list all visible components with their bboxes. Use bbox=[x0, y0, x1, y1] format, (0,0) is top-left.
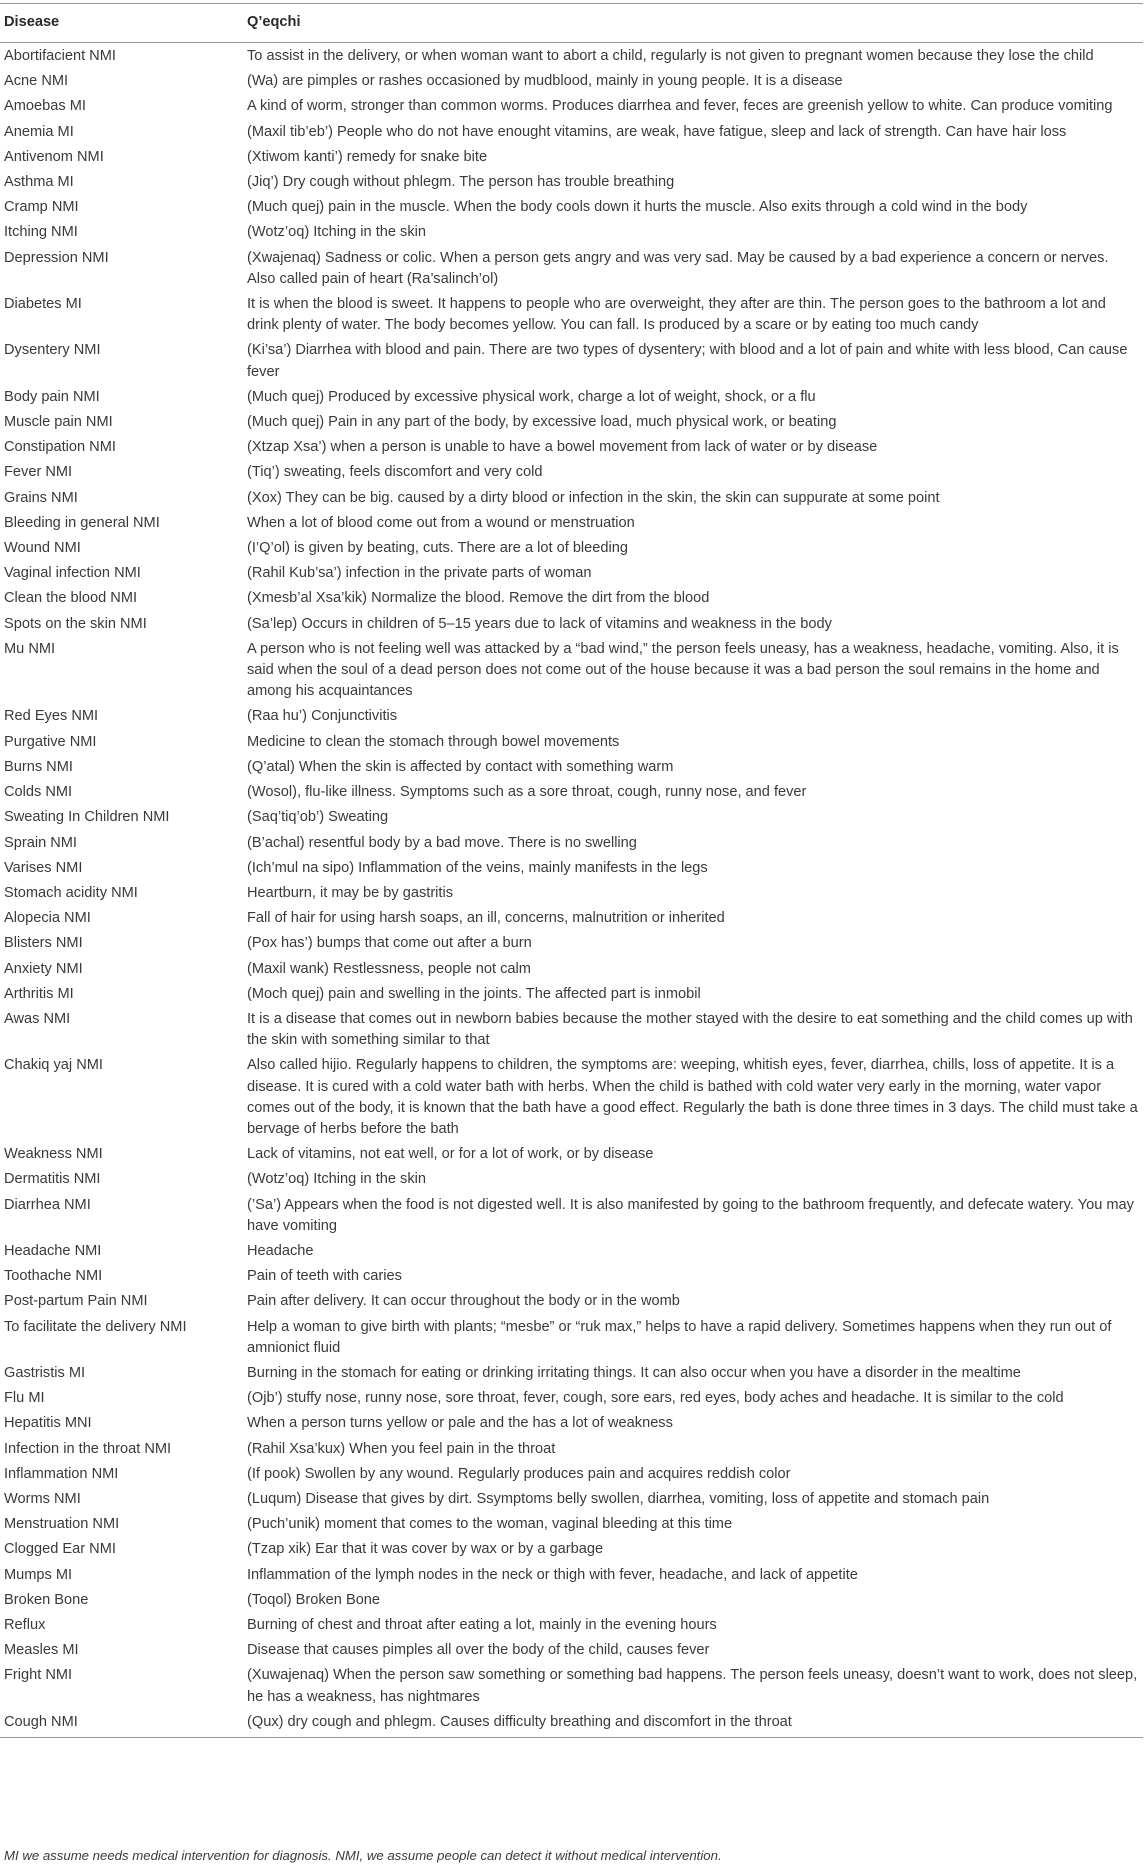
qeqchi-description-cell: (Xtzap Xsa’) when a person is unable to have a bowel movement from lack of water or by disease bbox=[247, 439, 878, 456]
table-row bbox=[0, 1238, 1143, 1263]
disease-cell: Body pain NMI bbox=[4, 388, 100, 405]
disease-cell: Mumps MI bbox=[4, 1566, 73, 1583]
table-row bbox=[0, 291, 1143, 337]
disease-cell: Varises NMI bbox=[4, 859, 83, 876]
disease-cell: Post-partum Pain NMI bbox=[4, 1293, 148, 1310]
disease-cell: Anemia MI bbox=[4, 123, 74, 140]
qeqchi-description-cell: (Sa’lep) Occurs in children of 5–15 years due to lack of vitamins and weakness in the body bbox=[247, 615, 832, 632]
disease-cell: Dermatitis NMI bbox=[4, 1171, 101, 1188]
qeqchi-description-cell: (Toqol) Broken Bone bbox=[247, 1591, 381, 1608]
qeqchi-description-cell: Disease that causes pimples all over the body of the child, causes fever bbox=[247, 1642, 710, 1659]
disease-cell: Abortifacient NMI bbox=[4, 48, 116, 64]
table-row bbox=[0, 1263, 1143, 1288]
qeqchi-description-cell: (Xmesb’al Xsa’kik) Normalize the blood. Remove the dirt from the blood bbox=[247, 590, 710, 607]
table-row bbox=[0, 703, 1143, 728]
qeqchi-description-cell: Pain of teeth with caries bbox=[247, 1268, 402, 1285]
table-row bbox=[0, 219, 1143, 244]
qeqchi-description-cell: (Raa hu’) Conjunctivitis bbox=[247, 708, 398, 725]
disease-cell: Toothache NMI bbox=[4, 1268, 103, 1285]
disease-cell: Acne NMI bbox=[4, 73, 69, 90]
table-row bbox=[0, 1461, 1143, 1486]
table-row bbox=[0, 779, 1143, 804]
qeqchi-description-cell: (Ich’mul na sipo) Inflammation of the veins, mainly manifests in the legs bbox=[247, 859, 708, 876]
disease-cell: Grains NMI bbox=[4, 489, 78, 506]
table-row bbox=[0, 485, 1143, 510]
disease-cell: Measles MI bbox=[4, 1642, 79, 1659]
qeqchi-description-cell: Headache bbox=[247, 1242, 314, 1259]
qeqchi-description-cell: (Ojb’) stuffy nose, runny nose, sore throat, fever, cough, sore ears, red eyes, body aches and headache. It is similar to the cold bbox=[247, 1390, 1064, 1407]
table-row bbox=[0, 1637, 1143, 1662]
qeqchi-description-cell: (Maxil wank) Restlessness, people not calm bbox=[247, 960, 531, 977]
table-row bbox=[0, 585, 1143, 610]
qeqchi-description-cell: It is a disease that comes out in newborn babies because the mother stayed with the desire to eat something and the child comes up with the skin with something similar to that bbox=[247, 1010, 1133, 1049]
disease-cell: Infection in the throat NMI bbox=[4, 1440, 172, 1457]
disease-cell: Headache NMI bbox=[4, 1242, 102, 1259]
disease-cell: Awas NMI bbox=[4, 1010, 71, 1027]
table-body bbox=[0, 43, 1143, 1738]
disease-cell: Reflux bbox=[4, 1617, 46, 1633]
disease-cell: Arthritis MI bbox=[4, 985, 74, 1002]
table-row bbox=[0, 459, 1143, 484]
disease-cell: Menstruation NMI bbox=[4, 1516, 120, 1533]
table-row bbox=[0, 880, 1143, 905]
qeqchi-description-cell: (Xox) They can be big. caused by a dirty blood or infection in the skin, the skin can suppurate at some point bbox=[247, 489, 940, 506]
qeqchi-description-cell: (Wotz’oq) Itching in the skin bbox=[247, 224, 426, 241]
qeqchi-description-cell: (Pox has’) bumps that come out after a burn bbox=[247, 935, 532, 952]
qeqchi-description-cell: (’Sa’) Appears when the food is not digested well. It is also manifested by going to the bathroom frequently, and defecate watery. You may have vomiting bbox=[247, 1196, 1134, 1234]
disease-cell: Burns NMI bbox=[4, 758, 73, 775]
qeqchi-description-cell: It is when the blood is sweet. It happens to people who are overweight, they after are thin. The person goes to the bathroom a lot and drink plenty of water. The body becomes yellow. You can fall. Is produced by a scare or by eating too much candy bbox=[247, 296, 1106, 334]
qeqchi-description-cell: (Tzap xik) Ear that it was cover by wax or by a garbage bbox=[247, 1541, 604, 1558]
disease-cell: Constipation NMI bbox=[4, 439, 116, 456]
table-row bbox=[0, 1486, 1143, 1511]
table-row bbox=[0, 1612, 1143, 1637]
qeqchi-description-cell: (Ki’sa’) Diarrhea with blood and pain. There are two types of dysentery; with blood and a lot of pain and white with less blood, Can cause fever bbox=[247, 342, 1128, 380]
table-row bbox=[0, 1709, 1143, 1738]
disease-cell: Diarrhea NMI bbox=[4, 1196, 91, 1213]
qeqchi-description-cell: (Tiq’) sweating, feels discomfort and very cold bbox=[247, 464, 543, 481]
qeqchi-description-cell: (If pook) Swollen by any wound. Regularly produces pain and acquires reddish color bbox=[247, 1465, 791, 1482]
qeqchi-description-cell: Fall of hair for using harsh soaps, an ill, concerns, malnutrition or inherited bbox=[247, 910, 725, 927]
qeqchi-description-cell: (Wa) are pimples or rashes occasioned by mudblood, mainly in young people. It is a disease bbox=[247, 73, 843, 90]
table-row bbox=[0, 1314, 1143, 1360]
disease-cell: Asthma MI bbox=[4, 174, 74, 191]
table-row bbox=[0, 337, 1143, 383]
table-row bbox=[0, 729, 1143, 754]
table-row bbox=[0, 1166, 1143, 1191]
table-row bbox=[0, 981, 1143, 1006]
table-row bbox=[0, 1385, 1143, 1410]
table-row bbox=[0, 384, 1143, 409]
table-row bbox=[0, 434, 1143, 459]
qeqchi-description-cell: (B’achal) resentful body by a bad move. There is no swelling bbox=[247, 834, 637, 851]
disease-cell: Wound NMI bbox=[4, 540, 81, 557]
qeqchi-description-cell: (Q’atal) When the skin is affected by contact with something warm bbox=[247, 758, 674, 775]
table-row bbox=[0, 636, 1143, 704]
table-row bbox=[0, 1360, 1143, 1385]
disease-cell: Weakness NMI bbox=[4, 1146, 103, 1163]
disease-cell: Bleeding in general NMI bbox=[4, 514, 160, 531]
disease-cell: Sprain NMI bbox=[4, 834, 77, 851]
table-row bbox=[0, 611, 1143, 636]
qeqchi-description-cell: (Xtiwom kanti’) remedy for snake bite bbox=[247, 148, 488, 165]
disease-cell: Worms NMI bbox=[4, 1490, 81, 1507]
table-row bbox=[0, 119, 1143, 144]
disease-cell: Diabetes MI bbox=[4, 296, 82, 313]
table-row bbox=[0, 93, 1143, 118]
qeqchi-description-cell: (Puch’unik) moment that comes to the woman, vaginal bleeding at this time bbox=[247, 1516, 733, 1533]
table-row bbox=[0, 144, 1143, 169]
qeqchi-description-cell: (Xwajenaq) Sadness or colic. When a person gets angry and was very sad. May be caused by a bad experience a concern or nerves. Also called pain of heart (Ra’salinch’ol) bbox=[247, 249, 1109, 287]
qeqchi-description-cell: (Wotz’oq) Itching in the skin bbox=[247, 1171, 426, 1188]
disease-cell: Fever NMI bbox=[4, 464, 73, 481]
table-row bbox=[0, 1192, 1143, 1238]
qeqchi-description-cell: (Rahil Kub’sa’) infection in the private parts of woman bbox=[247, 565, 592, 582]
disease-cell: Depression NMI bbox=[4, 249, 109, 266]
table-row bbox=[0, 1511, 1143, 1536]
table-row bbox=[0, 1141, 1143, 1166]
disease-cell: Chakiq yaj NMI bbox=[4, 1057, 103, 1074]
disease-cell: Clean the blood NMI bbox=[4, 590, 138, 607]
qeqchi-description-cell: (Much quej) Produced by excessive physical work, charge a lot of weight, shock, or a flu bbox=[247, 388, 816, 405]
qeqchi-description-cell: A person who is not feeling well was attacked by a “bad wind,” the person feels uneasy, has a weakness, headache, vomiting. Also, it is said when the soul of a dead person does not come out of the house because it was a bad person the soul remains in the home and among his acquaintances bbox=[247, 640, 1119, 700]
disease-cell: Stomach acidity NMI bbox=[4, 884, 138, 901]
disease-cell: Itching NMI bbox=[4, 224, 78, 241]
table-footnote: MI we assume needs medical intervention for diagnosis. NMI, we assume people can detect it without medical intervention. bbox=[4, 1848, 722, 1863]
table-row bbox=[0, 1006, 1143, 1052]
qeqchi-description-cell: (Moch quej) pain and swelling in the joints. The affected part is inmobil bbox=[247, 985, 701, 1002]
disease-cell: Hepatitis MNI bbox=[4, 1415, 92, 1432]
qeqchi-description-cell: Heartburn, it may be by gastritis bbox=[247, 884, 454, 901]
table-row bbox=[0, 535, 1143, 560]
qeqchi-description-cell: (Saq’tiq’ob’) Sweating bbox=[247, 809, 389, 826]
disease-cell: Red Eyes NMI bbox=[4, 708, 99, 725]
qeqchi-description-cell: (I’Q’ol) is given by beating, cuts. There are a lot of bleeding bbox=[247, 540, 628, 557]
table-row bbox=[0, 510, 1143, 535]
qeqchi-description-cell: (Much quej) Pain in any part of the body, by excessive load, much physical work, or beating bbox=[247, 414, 837, 431]
qeqchi-description-cell: (Luqum) Disease that gives by dirt. Ssymptoms belly swollen, diarrhea, vomiting, loss of appetite and stomach pain bbox=[247, 1490, 990, 1507]
qeqchi-description-cell: When a person turns yellow or pale and the has a lot of weakness bbox=[247, 1415, 673, 1432]
table-row bbox=[0, 1562, 1143, 1587]
disease-cell: Alopecia NMI bbox=[4, 910, 91, 927]
disease-cell: Clogged Ear NMI bbox=[4, 1541, 116, 1558]
disease-cell: To facilitate the delivery NMI bbox=[4, 1318, 187, 1335]
disease-cell: Fright NMI bbox=[4, 1667, 73, 1684]
disease-cell: Muscle pain NMI bbox=[4, 414, 113, 431]
disease-cell: Flu MI bbox=[4, 1390, 45, 1407]
disease-cell: Gastristis MI bbox=[4, 1364, 86, 1381]
qeqchi-description-cell: (Rahil Xsa’kux) When you feel pain in the throat bbox=[247, 1440, 556, 1457]
disease-table bbox=[0, 3, 1143, 1738]
disease-cell: Cramp NMI bbox=[4, 199, 79, 216]
table-row bbox=[0, 930, 1143, 955]
table-row bbox=[0, 1436, 1143, 1461]
table-row bbox=[0, 560, 1143, 585]
qeqchi-description-cell: (Maxil tib’eb’) People who do not have enought vitamins, are weak, have fatigue, sleep and lack of strength. Can have hair loss bbox=[247, 123, 1067, 140]
table-row bbox=[0, 855, 1143, 880]
qeqchi-description-cell: (Xuwajenaq) When the person saw something or something bad happens. The person feels uneasy, doesn’t want to work, does not sleep, he has a weakness, has nightmares bbox=[247, 1667, 1138, 1705]
table-row bbox=[0, 1662, 1143, 1708]
qeqchi-description-cell: (Wosol), flu-like illness. Symptoms such as a sore throat, cough, runny nose, and fever bbox=[247, 784, 807, 801]
disease-cell: Antivenom NMI bbox=[4, 148, 104, 165]
header-disease: Disease bbox=[0, 4, 243, 43]
table-row bbox=[0, 68, 1143, 93]
table-row bbox=[0, 1587, 1143, 1612]
header-qeqchi: Q’eqchi bbox=[243, 4, 1143, 43]
qeqchi-description-cell: (Jiq’) Dry cough without phlegm. The person has trouble breathing bbox=[247, 174, 675, 191]
table-row bbox=[0, 43, 1143, 69]
table-row bbox=[0, 409, 1143, 434]
table-row bbox=[0, 956, 1143, 981]
qeqchi-description-cell: Pain after delivery. It can occur throughout the body or in the womb bbox=[247, 1293, 680, 1310]
table-row bbox=[0, 194, 1143, 219]
disease-cell: Anxiety NMI bbox=[4, 960, 83, 977]
disease-cell: Inflammation NMI bbox=[4, 1465, 119, 1482]
qeqchi-description-cell: Also called hijio. Regularly happens to children, the symptoms are: weeping, whitish eyes, fever, diarrhea, chills, loss of appetite. It is a disease. It is cured with a cold water bath with herbs. When the child is bathed with cold water very early in the morning, water vapor comes out of the body, it is known that the bath have a good effect. Regularly the bath is done three times in 3 days. The child must take a bervage of herbs before the bath bbox=[247, 1057, 1138, 1137]
qeqchi-description-cell: Inflammation of the lymph nodes in the neck or thigh with fever, headache, and lack of appetite bbox=[247, 1566, 858, 1583]
qeqchi-description-cell: Burning in the stomach for eating or drinking irritating things. It can also occur when you have a disorder in the mealtime bbox=[247, 1364, 1021, 1381]
disease-cell: Blisters NMI bbox=[4, 935, 83, 952]
disease-cell: Broken Bone bbox=[4, 1591, 89, 1608]
qeqchi-description-cell: A kind of worm, stronger than common worms. Produces diarrhea and fever, feces are greenish yellow to white. Can produce vomiting bbox=[247, 98, 1113, 115]
disease-cell: Spots on the skin NMI bbox=[4, 615, 147, 632]
disease-cell: Amoebas MI bbox=[4, 98, 86, 115]
qeqchi-description-cell: (Qux) dry cough and phlegm. Causes difficulty breathing and discomfort in the throat bbox=[243, 1709, 1143, 1738]
qeqchi-description-cell: When a lot of blood come out from a wound or menstruation bbox=[247, 514, 635, 531]
disease-cell: Colds NMI bbox=[4, 784, 73, 801]
qeqchi-description-cell: Lack of vitamins, not eat well, or for a lot of work, or by disease bbox=[247, 1146, 654, 1163]
table-row bbox=[0, 905, 1143, 930]
disease-cell: Purgative NMI bbox=[4, 733, 97, 750]
table-row bbox=[0, 830, 1143, 855]
table-row bbox=[0, 1052, 1143, 1141]
qeqchi-description-cell: (Much quej) pain in the muscle. When the body cools down it hurts the muscle. Also exits through a cold wind in the body bbox=[247, 199, 1028, 216]
disease-cell: Cough NMI bbox=[0, 1709, 243, 1738]
disease-cell: Mu NMI bbox=[4, 640, 56, 657]
qeqchi-description-cell: To assist in the delivery, or when woman want to abort a child, regularly is not given to pregnant women because they lose the child bbox=[247, 48, 1094, 64]
table-row bbox=[0, 1536, 1143, 1561]
disease-cell: Vaginal infection NMI bbox=[4, 565, 141, 582]
qeqchi-description-cell: Help a woman to give birth with plants; “mesbe” or “ruk max,” helps to have a rapid delivery. Sometimes happens when they run out of amnionict fluid bbox=[247, 1318, 1112, 1356]
table-header bbox=[0, 4, 1143, 43]
table-row bbox=[0, 754, 1143, 779]
table-row bbox=[0, 1410, 1143, 1435]
table-row bbox=[0, 1288, 1143, 1313]
table-row bbox=[0, 804, 1143, 829]
header-row bbox=[0, 4, 1143, 43]
disease-cell: Sweating In Children NMI bbox=[4, 809, 170, 826]
disease-cell: Dysentery NMI bbox=[4, 342, 101, 359]
table-row bbox=[0, 245, 1143, 291]
qeqchi-description-cell: Burning of chest and throat after eating a lot, mainly in the evening hours bbox=[247, 1617, 717, 1633]
table-row bbox=[0, 169, 1143, 194]
qeqchi-description-cell: Medicine to clean the stomach through bowel movements bbox=[247, 733, 620, 750]
